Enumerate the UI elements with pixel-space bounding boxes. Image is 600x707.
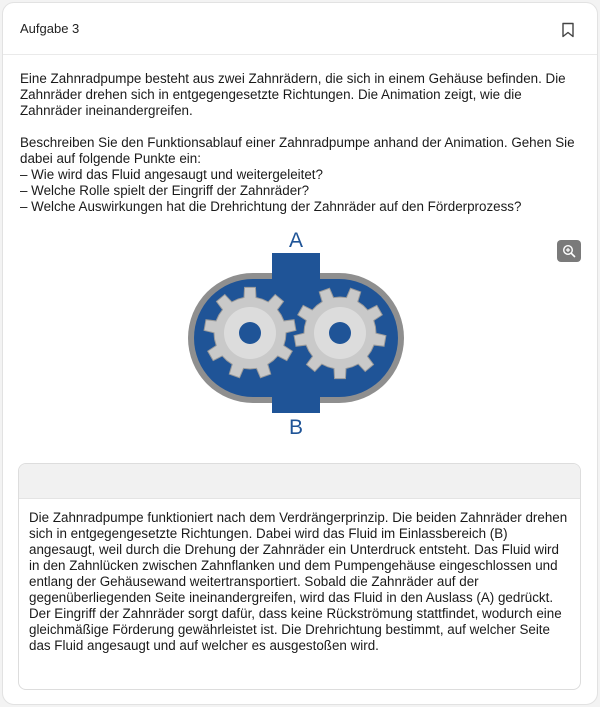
inlet-label: B (288, 416, 304, 439)
gear-shaft-hole (329, 322, 351, 344)
task-title: Aufgabe 3 (20, 21, 80, 36)
answer-text[interactable]: Die Zahnradpumpe funktioniert nach dem Verdrängerprinzip. Die beiden Zahnräder drehen sich in entgegengesetzte Richtungen. Dabei wird das Fluid im Einlassbereich (B) angesaugt, weil durch die Drehung der Zahnräder ein Unterdruck entsteht. Das Fluid wird in den Zahnlücken zwischen Zahnflanken und dem Pumpengehäuse eingeschlossen und entlang der Gehäusewand weitertransportiert. Sobald die Zahnräder auf der gegenüberliegenden Seite ineinandergreifen, wird das Fluid in den Auslass (A) gedrückt. Der Eingriff der Zahnräder sorgt dafür, dass keine Rückströmung stattfindet, wodurch eine gleichmäßige Förderung gewährleistet ist. Die Drehrichtung bestimmt, auf welcher Seite das Fluid angesaugt und auf welcher es ausgestoßen wird. (29, 510, 568, 653)
gear-shaft-hole (239, 322, 261, 344)
question-point: – Welche Auswirkungen hat die Drehrichtung der Zahnräder auf den Förderprozess? (20, 199, 522, 214)
zoom-in-icon (562, 244, 576, 258)
card-header (3, 3, 597, 55)
question-intro: Eine Zahnradpumpe besteht aus zwei Zahnrädern, die sich in einem Gehäuse befinden. Die Zahnräder drehen sich in entgegengesetzte Richtungen. Die Animation zeigt, wie die Zahnräder ineinandergreifen. (20, 71, 566, 118)
question-point: – Wie wird das Fluid angesaugt und weitergeleitet? (20, 167, 323, 182)
bookmark-icon[interactable] (561, 22, 575, 38)
question-instruction: Beschreiben Sie den Funktionsablauf einer Zahnradpumpe anhand der Animation. Gehen Sie dabei auf folgende Punkte ein: (20, 135, 575, 166)
gear-pump-diagram (183, 225, 409, 439)
answer-editor[interactable] (18, 463, 581, 690)
question-text (20, 71, 580, 215)
zoom-button[interactable] (557, 240, 581, 262)
outlet-label: A (288, 229, 304, 252)
editor-toolbar (19, 464, 580, 499)
question-point: – Welche Rolle spielt der Eingriff der Zahnräder? (20, 183, 310, 198)
